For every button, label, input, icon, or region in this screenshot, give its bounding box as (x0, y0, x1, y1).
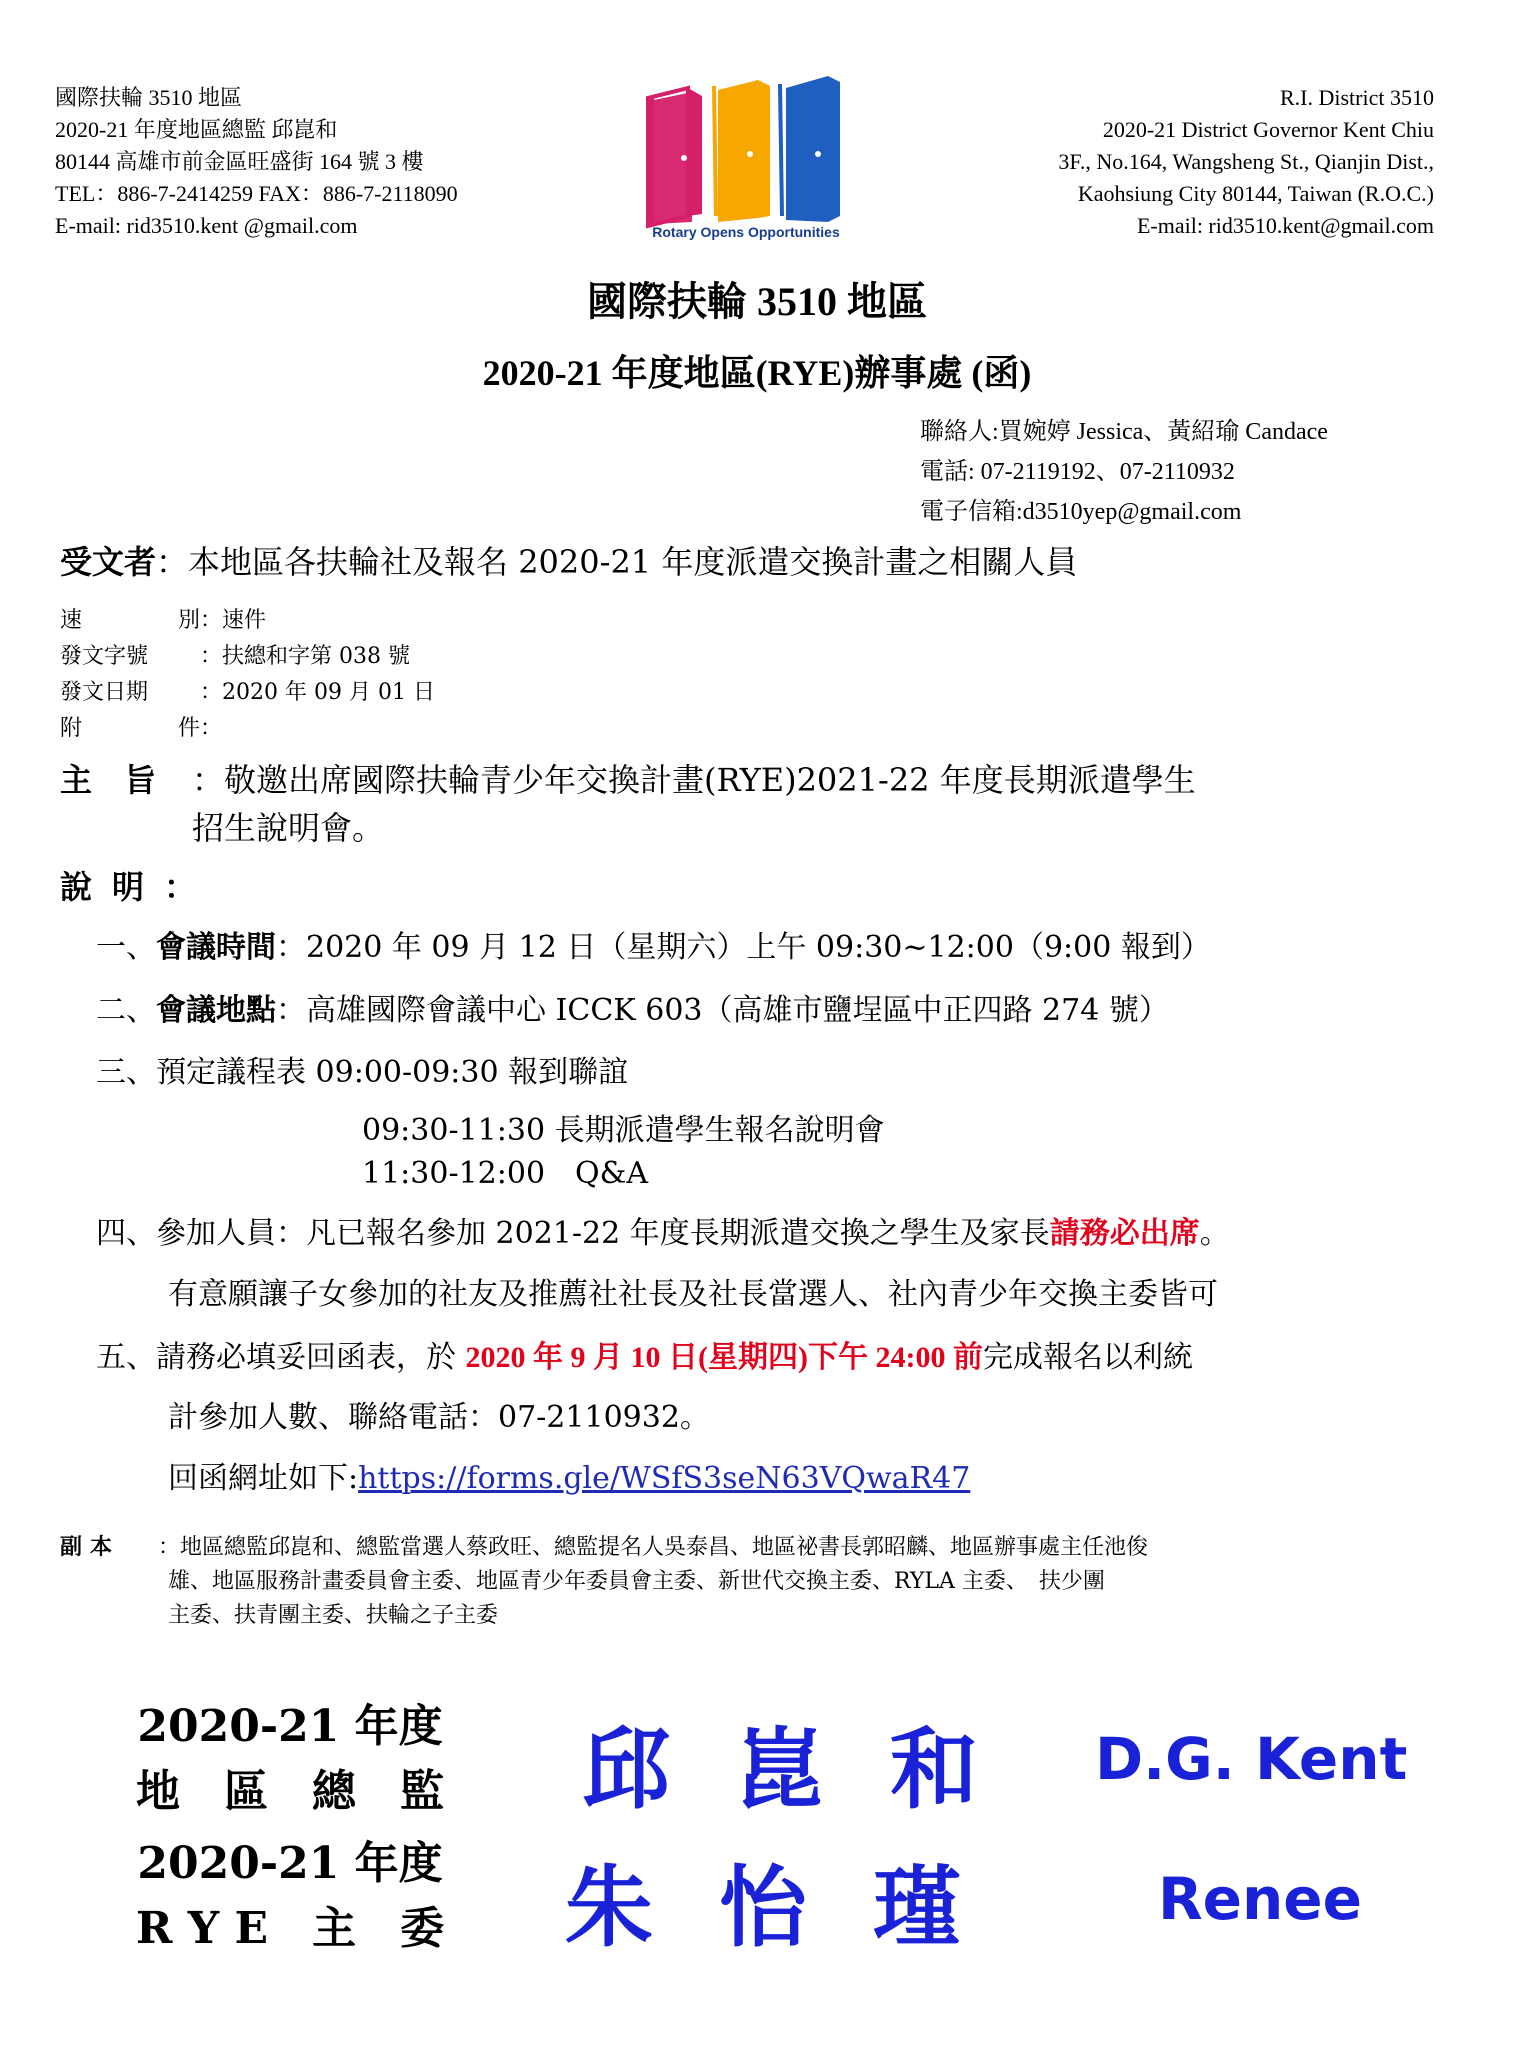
cc-line: 主委、扶青團主委、扶輪之子主委 (168, 1603, 499, 1628)
item-number: 一、 (96, 930, 156, 965)
contact-person: 聯絡人:買婉婷 Jessica、黃紹瑜 Candace (920, 419, 1328, 445)
document-subtitle: 2020-21 年度地區(RYE)辦事處 (函) (482, 353, 1032, 393)
meta-key: 附 (60, 716, 83, 741)
logo-tagline: Rotary Opens Opportunities (652, 224, 840, 240)
contact-block (920, 412, 1328, 532)
meta-value: ： (200, 716, 223, 741)
document-meta (60, 603, 435, 747)
signature-en-governor: D.G. Kent (1095, 1725, 1408, 1793)
recipient-label: 受文者 (60, 543, 157, 581)
signature-name-rye-chair: 朱怡瑾 (565, 1856, 1028, 1959)
explanation-label: 說明： (60, 868, 217, 906)
recipient-line (60, 537, 1077, 583)
header-right-line: 2020-21 District Governor Kent Chiu (1102, 117, 1434, 142)
subject-label: 主 旨 (60, 761, 157, 799)
item-text: 五、請務必填妥回函表，於 (96, 1340, 466, 1375)
item-text: ：高雄國際會議中心 ICCK 603（高雄市鹽埕區中正四路 274 號） (276, 993, 1169, 1028)
cc-label: 副本 (60, 1534, 121, 1560)
item-agenda-line: 11:30-12:00 Q&A (362, 1156, 649, 1191)
item-agenda-line: 09:30-11:30 長期派遣學生報名說明會 (362, 1113, 885, 1148)
header-right-line: R.I. District 3510 (1280, 85, 1434, 110)
item-label: 會議地點 (156, 993, 276, 1028)
contact-phone: 電話: 07-2119192、07-2110932 (920, 459, 1235, 485)
item-participants-line: 有意願讓子女參加的社友及推薦社社長及社長當選人、社內青少年交換主委皆可 (168, 1277, 1218, 1312)
item-meeting-time (96, 922, 1211, 966)
meta-row-doc-number (60, 639, 435, 675)
item-reply-phone: 計參加人數、聯絡電話：07-2110932。 (168, 1400, 710, 1435)
header-left-line: E-mail: rid3510.kent @gmail.com (55, 213, 358, 238)
meta-row-attachment (60, 711, 435, 747)
meta-key: 發文字號 (60, 644, 149, 669)
header-left-block (55, 82, 458, 242)
item-emphasis: 請務必出席 (1049, 1216, 1200, 1251)
item-text: ：2020 年 09 月 12 日（星期六）上午 09:30~12:00（9:00 報到） (276, 930, 1211, 965)
item-text: 。 (1199, 1216, 1230, 1251)
meta-row-date (60, 675, 435, 711)
item-text: 四、參加人員：凡已報名參加 2021-22 年度長期派遣交換之學生及家長 (96, 1216, 1050, 1251)
header-right-line: Kaohsiung City 80144, Taiwan (R.O.C.) (1077, 181, 1434, 206)
signature-en-rye-chair: Renee (1158, 1865, 1362, 1933)
cc-line: ：地區總監邱崑和、總監當選人蔡政旺、總監提名人吳泰昌、地區祕書長郭昭麟、地區辦事處主任池俊 (158, 1535, 1149, 1560)
contact-email: 電子信箱:d3510yep@gmail.com (920, 499, 1242, 525)
header-left-line: 80144 高雄市前金區旺盛街 164 號 3 樓 (55, 149, 424, 174)
signature-name-governor: 邱崑和 (582, 1718, 1045, 1821)
reply-form-link[interactable]: https://forms.gle/WSfS3seN63VQwaR47 (358, 1461, 971, 1496)
header-right-line: E-mail: rid3510.kent@gmail.com (1136, 213, 1434, 238)
item-text: 回函網址如下: (168, 1461, 359, 1496)
cc-block (60, 1530, 1148, 1633)
subject-line: ：敬邀出席國際扶輪青少年交換計畫(RYE)2021-22 年度長期派遣學生 (192, 761, 1196, 799)
item-reply-form (96, 1332, 1193, 1376)
signature-role-title: R Y E 主 委 (135, 1903, 445, 1954)
subject-block (60, 756, 1196, 852)
signature-role-title: 地 區 總 監 (136, 1766, 444, 1817)
header-left-line: 國際扶輪 3510 地區 (55, 85, 243, 110)
meta-key: 發文日期 (60, 680, 149, 705)
meta-value: ：扶總和字第 038 號 (200, 644, 410, 669)
item-text: 完成報名以利統 (983, 1340, 1194, 1375)
meta-key: 速 (60, 608, 83, 633)
item-number: 二、 (96, 993, 156, 1028)
header-right-block (1058, 82, 1434, 242)
header-left-line: 2020-21 年度地區總監 邱崑和 (55, 117, 338, 142)
rotary-doors-logo (640, 66, 850, 246)
cc-line: 雄、地區服務計畫委員會主委、地區青少年委員會主委、新世代交換主委、RYLA 主委、 扶少團 (168, 1569, 1105, 1594)
meta-key: 別 (177, 608, 200, 633)
recipient-text: ：本地區各扶輪社及報名 2020-21 年度派遣交換計畫之相關人員 (156, 543, 1078, 581)
meta-row-urgency (60, 603, 435, 639)
header-right-line: 3F., No.164, Wangsheng St., Qianjin Dist., (1058, 149, 1434, 174)
document-title: 國際扶輪 3510 地區 (587, 279, 927, 324)
item-participants (96, 1208, 1230, 1252)
meta-value: ：速件 (200, 608, 267, 633)
signature-role-year: 2020-21 年度 (137, 1838, 443, 1889)
item-deadline: 2020 年 9 月 10 日(星期四)下午 24:00 前 (465, 1341, 984, 1374)
meta-value: ：2020 年 09 月 01 日 (200, 680, 435, 705)
header-left-line: TEL：886-7-2414259 FAX：886-7-2118090 (55, 181, 458, 206)
item-agenda: 三、預定議程表 09:00-09:30 報到聯誼 (96, 1055, 629, 1090)
signature-role-year: 2020-21 年度 (137, 1701, 443, 1752)
item-meeting-place (96, 985, 1169, 1029)
item-reply-url-line (168, 1453, 970, 1497)
meta-key: 件 (177, 716, 200, 741)
subject-line: 招生說明會。 (192, 809, 385, 847)
item-label: 會議時間 (156, 930, 276, 965)
